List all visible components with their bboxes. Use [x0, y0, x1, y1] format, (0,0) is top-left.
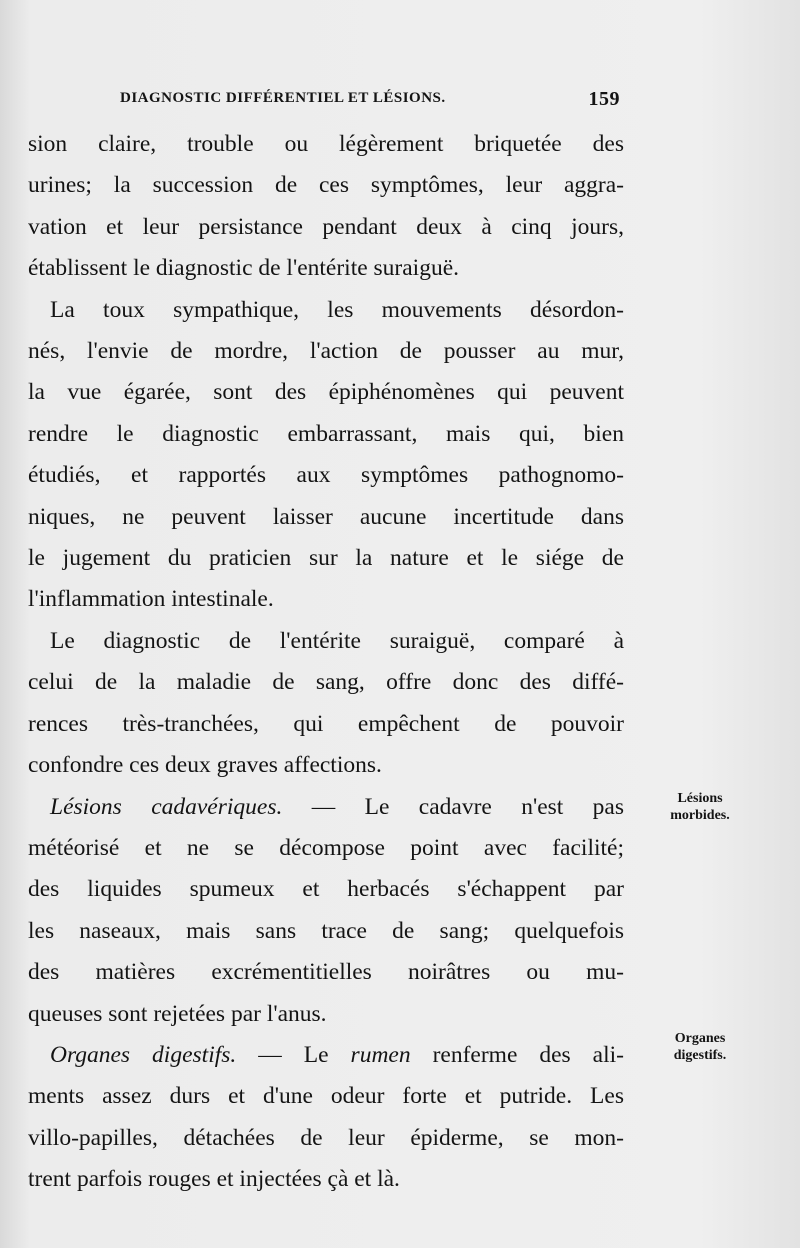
- text-line: météorisé et ne se décompose point avec facilité;: [28, 834, 624, 861]
- text-line: celui de la maladie de sang, offre donc des diffé-: [28, 669, 624, 696]
- text-line: nés, l'envie de mordre, l'action de pousser au mur,: [28, 338, 624, 365]
- text-fragment: — Le cadavre n'est pas: [282, 793, 624, 820]
- text-line: Le diagnostic de l'entérite suraiguë, comparé à: [50, 627, 624, 654]
- page-number: 159: [588, 88, 620, 110]
- text-line: queuses sont rejetées par l'anus.: [28, 1000, 327, 1027]
- text-line: urines; la succession de ces symptômes, leur aggra-: [28, 172, 624, 199]
- section-heading-italic: Organes digestifs.: [50, 1041, 237, 1068]
- italic-term: rumen: [350, 1041, 411, 1068]
- text-line: ments assez durs et d'une odeur forte et putride. Les: [28, 1083, 624, 1110]
- text-line: niques, ne peuvent laisser aucune incertitude dans: [28, 503, 624, 530]
- margin-note-lesions-morbides: Lésions morbides.: [670, 791, 730, 823]
- paragraph-3: [28, 621, 624, 787]
- text-line: la vue égarée, sont des épiphénomènes qui peuvent: [28, 379, 624, 406]
- paragraph-4: [28, 787, 624, 1035]
- text-line: confondre ces deux graves affections.: [28, 752, 382, 779]
- text-line: l'inflammation intestinale.: [28, 586, 274, 613]
- text-line: sion claire, trouble ou légèrement briquetée des: [28, 131, 624, 157]
- paragraph-2: [28, 290, 624, 621]
- margin-note-organes-digestifs: Organes digestifs.: [673, 1031, 727, 1063]
- paragraph-5: [28, 1035, 624, 1201]
- text-line: des liquides spumeux et herbacés s'échappent par: [28, 876, 624, 903]
- text-line: [28, 1035, 624, 1076]
- section-heading-italic: Lésions cadavériques.: [50, 793, 283, 820]
- text-line: vation et leur persistance pendant deux à cinq jours,: [28, 213, 624, 240]
- running-head-title: DIAGNOSTIC DIFFÉRENTIEL ET LÉSIONS.: [120, 90, 446, 106]
- text-fragment: renferme des ali-: [410, 1041, 624, 1068]
- text-line: les naseaux, mais sans trace de sang; quelquefois: [28, 917, 624, 944]
- text-line: La toux sympathique, les mouvements désordon-: [50, 296, 624, 323]
- text-line: rendre le diagnostic embarrassant, mais qui, bien: [28, 420, 624, 447]
- body-text: [28, 124, 624, 1201]
- text-line: trent parfois rouges et injectées çà et là.: [28, 1166, 400, 1193]
- text-line: villo-papilles, détachées de leur épiderme, se mon-: [28, 1124, 624, 1151]
- text-line: rences très-tranchées, qui empêchent de pouvoir: [28, 710, 624, 737]
- text-fragment: — Le: [236, 1041, 351, 1068]
- text-line: le jugement du praticien sur la nature et le siége de: [28, 545, 624, 572]
- text-line: étudiés, et rapportés aux symptômes pathognomo-: [28, 462, 624, 489]
- text-line: [28, 787, 624, 828]
- text-line: des matières excrémentitielles noirâtres ou mu-: [28, 959, 624, 986]
- running-head: [120, 90, 620, 114]
- paragraph-1: [28, 124, 624, 290]
- text-line: établissent le diagnostic de l'entérite suraiguë.: [28, 255, 460, 282]
